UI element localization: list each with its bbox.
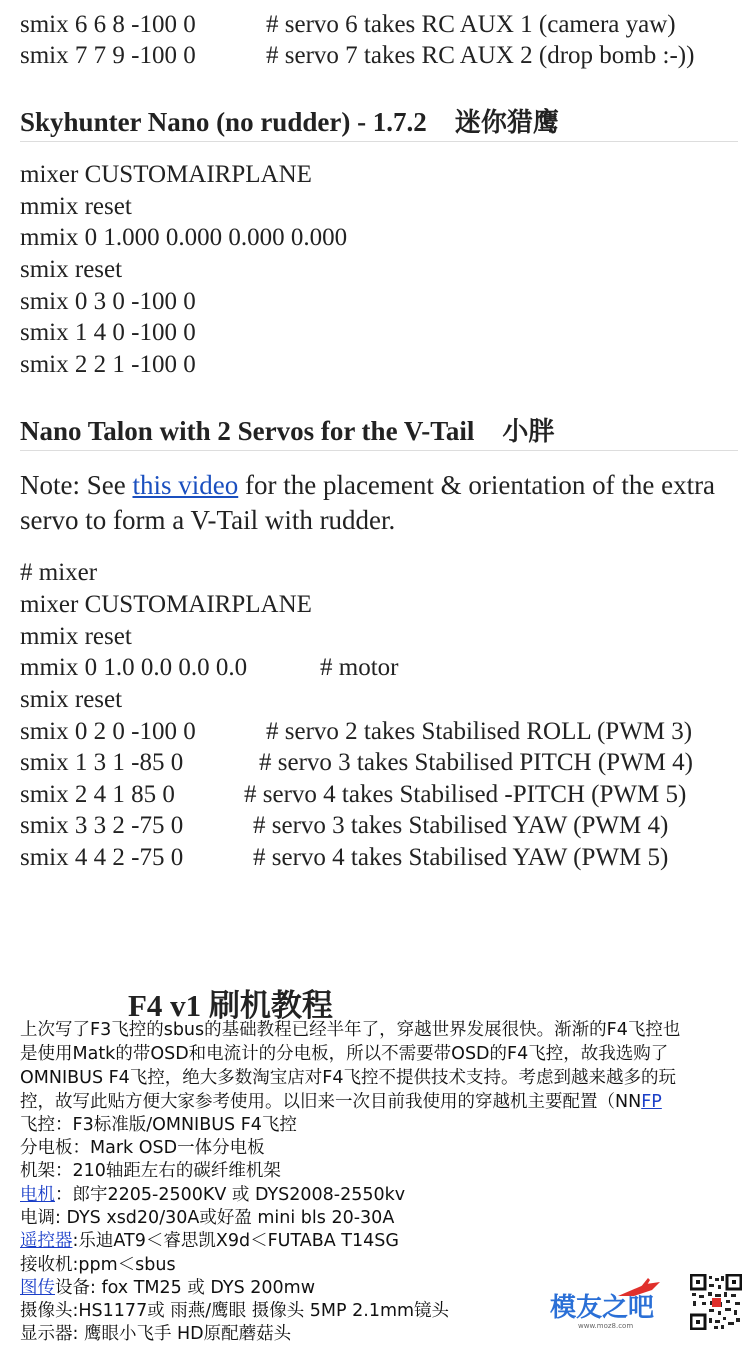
config-item: 分电板：Mark OSD一体分电板 [20,1138,265,1158]
paragraph-line: 控，故写此贴方便大家参考使用。以旧来一次目前我使用的穿越机主要配置（NNFP [20,1092,662,1112]
comment-text: # servo 3 takes Stabilised PITCH (PWM 4) [259,749,693,776]
comment-text: # motor [320,654,399,681]
motor-link[interactable]: 电机 [20,1185,55,1205]
code-line: mmix reset [20,623,132,650]
code-line: smix 2 2 1 -100 0 [20,351,196,378]
command-text: smix 6 6 8 -100 0 [20,11,196,38]
config-item: 图传设备: fox TM25 或 DYS 200mw [20,1278,316,1298]
video-transmitter-link[interactable]: 图传 [20,1278,55,1298]
code-line [20,40,695,72]
code-line: smix 0 2 0 -100 0 # servo 2 takes Stabilised ROLL (PWM 3) [20,716,196,748]
code-line: mixer CUSTOMAIRPLANE [20,591,312,618]
comment-text: # servo 6 takes RC AUX 1 (camera yaw) [266,11,676,38]
code-line: smix 2 4 1 85 0 # servo 4 takes Stabilised -PITCH (PWM 5) [20,779,175,811]
remote-control-link[interactable]: 遥控器 [20,1231,73,1251]
comment-text: # servo 3 takes Stabilised YAW (PWM 4) [253,812,669,839]
code-line: smix 0 3 0 -100 0 [20,288,196,315]
comment-text: # servo 2 takes Stabilised ROLL (PWM 3) [266,718,693,745]
config-item: 电调: DYS xsd20/30A或好盈 mini bls 20-30A [20,1208,395,1228]
config-item: 电机：郎宇2205-2500KV 或 DYS2008-2550kv [20,1185,406,1205]
code-line: mixer CUSTOMAIRPLANE [20,161,312,188]
config-item: 显示器: 鹰眼小飞手 HD原配蘑菇头 [20,1324,292,1344]
code-line [20,9,676,41]
this-video-link[interactable]: this video [132,470,239,500]
config-item: 摄像头:HS1177或 雨燕/鹰眼 摄像头 5MP 2.1mm镜头 [20,1301,450,1321]
config-item: 遥控器:乐迪AT9＜睿思凯X9d＜FUTABA T14SG [20,1231,399,1251]
code-line: smix 3 3 2 -75 0 # servo 3 takes Stabilised YAW (PWM 4) [20,810,183,842]
fp-link[interactable]: FP [641,1092,662,1112]
paragraph-line: 是使用Matk的带OSD和电流计的分电板，所以不需要带OSD的F4飞控，故我选购了 [20,1044,669,1064]
comment-text: # servo 4 takes Stabilised -PITCH (PWM 5) [244,781,687,808]
comment-text: # servo 4 takes Stabilised YAW (PWM 5) [253,844,669,871]
section-heading-skyhunter: Skyhunter Nano (no rudder) - 1.7.2 迷你猎鹰 [20,102,738,142]
code-line: smix reset [20,686,123,713]
code-line: smix 1 3 1 -85 0 # servo 3 takes Stabilised PITCH (PWM 4) [20,747,183,779]
code-line: mmix reset [20,193,132,220]
config-item: 接收机:ppm＜sbus [20,1255,176,1275]
logo-text: 模友之吧 [550,1293,655,1323]
config-item: 机架：210轴距左右的碳纤维机架 [20,1161,281,1181]
code-line: smix 1 4 0 -100 0 [20,319,196,346]
code-line: mmix 0 1.0 0.0 0.0 0.0 # motor [20,652,247,684]
paragraph-line: 上次写了F3飞控的sbus的基础教程已经半年了，穿越世界发展很快。渐渐的F4飞控也 [20,1020,681,1040]
config-item: 飞控：F3标准版/OMNIBUS F4飞控 [20,1115,297,1135]
command-text: smix 7 7 9 -100 0 [20,42,196,69]
f4-tutorial-title: F4 v1 刷机教程 [128,988,333,1024]
section-heading-nano-talon: Nano Talon with 2 Servos for the V-Tail 小胖 [20,411,738,451]
code-line: mmix 0 1.000 0.000 0.000 0.000 [20,224,348,251]
code-line: smix reset [20,256,123,283]
qr-code-icon [690,1274,742,1330]
paragraph-line: OMNIBUS F4飞控，绝大多数淘宝店对F4飞控不提供技术支持。考虑到越来越多的玩 [20,1068,677,1088]
code-line: # mixer [20,559,98,586]
moz8-logo-watermark [548,1278,666,1330]
logo-url: www.moz8.com [578,1322,634,1330]
code-line: smix 4 4 2 -75 0 # servo 4 takes Stabilised YAW (PWM 5) [20,842,183,874]
note-paragraph: Note: See this video for the placement & orientation of the extra servo to form a V-Tail with rudder. [20,470,716,535]
comment-text: # servo 7 takes RC AUX 2 (drop bomb :-)) [266,42,695,69]
